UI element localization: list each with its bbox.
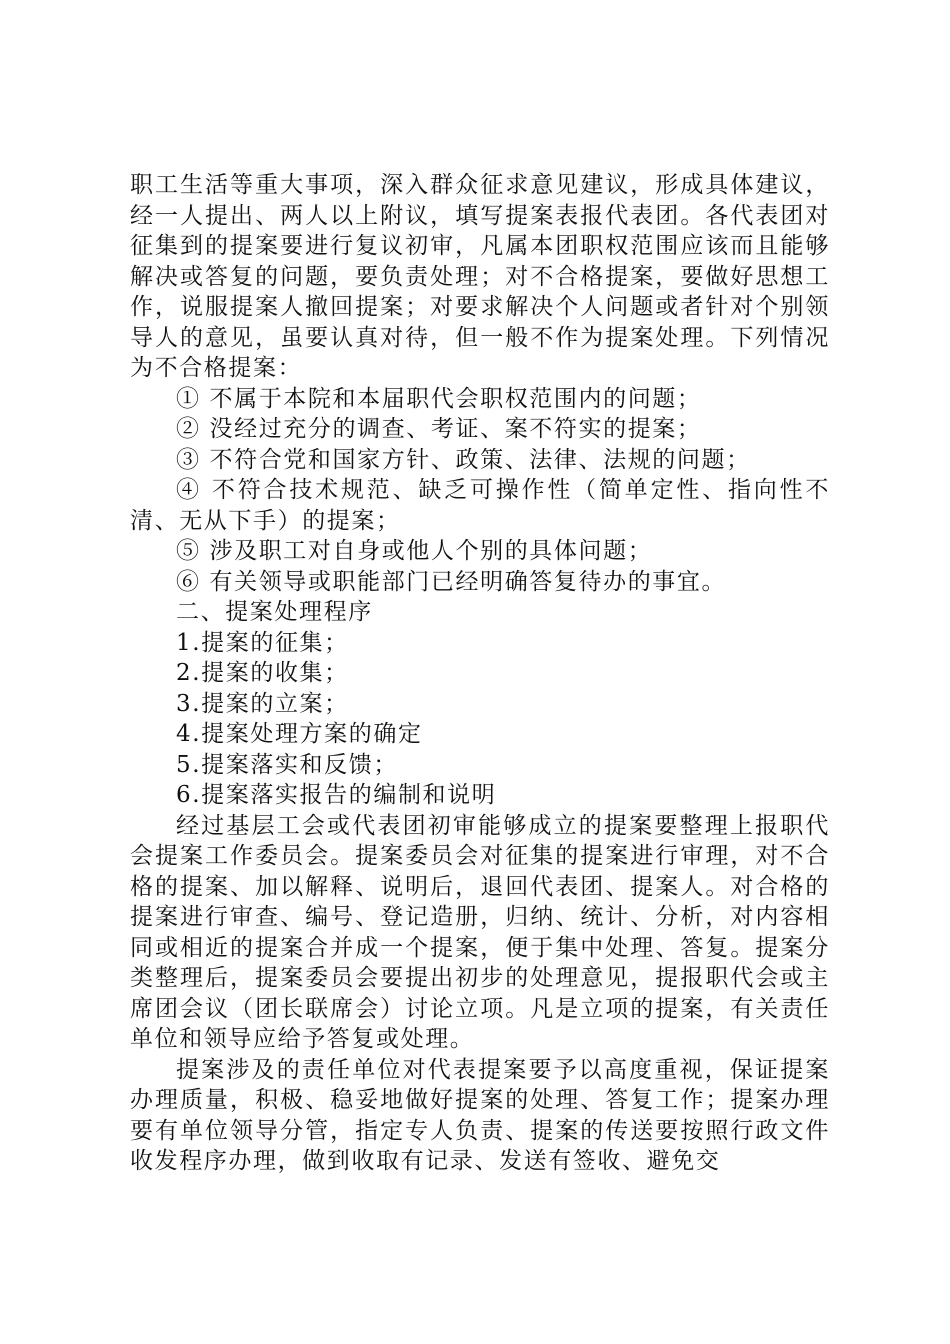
procedure-step-1: 1.提案的征集；: [176, 629, 349, 656]
paragraph-intro: 职工生活等重大事项，深入群众征求意见建议，形成具体建议，经一人提出、两人以上附议，填写提案表报代表团。各代表团对征集到的提案要进行复议初审，凡属本团职权范围应该而且能够解决或答复的问题，要负责处理；对不合格提案，要做好思想工作，说服提案人撤回提案；对要求解决个人问题或者针对个别领导人的意见，虽要认真对待，但一般不作为提案处理。下列情况为不合格提案：: [130, 172, 830, 381]
procedure-step-2: 2.提案的收集；: [176, 660, 349, 686]
section-heading-procedure: 二、提案处理程序: [176, 599, 373, 625]
procedure-step-3: 3.提案的立案；: [176, 690, 349, 717]
list-item-unqualified-4: ④ 不符合技术规范、缺乏可操作性（简单定性、指向性不清、无从下手）的提案；: [130, 477, 830, 534]
procedure-step-6: 6.提案落实报告的编制和说明: [176, 782, 497, 808]
paragraph-review: 经过基层工会或代表团初审能够成立的提案要整理上报职代会提案工作委员会。提案委员会对征集的提案进行审理，对不合格的提案、加以解释、说明后，退回代表团、提案人。对合格的提案进行审查、编号、登记造册，归纳、统计、分析，对内容相同或相近的提案合并成一个提案，便于集中处理、答复。提案分类整理后，提案委员会要提出初步的处理意见，提报职代会或主席团会议（团长联席会）讨论立项。凡是立项的提案，有关责任单位和领导应给予答复或处理。: [130, 812, 830, 1052]
list-item-unqualified-2: ② 没经过充分的调查、考证、案不符实的提案；: [176, 416, 702, 442]
list-item-unqualified-1: ① 不属于本院和本届职代会职权范围内的问题；: [176, 385, 702, 412]
procedure-step-5: 5.提案落实和反馈；: [176, 751, 398, 778]
paragraph-handling: 提案涉及的责任单位对代表提案要予以高度重视，保证提案办理质量，积极、稳妥地做好提案的处理、答复工作；提案办理要有单位领导分管，指定专人负责、提案的传送要按照行政文件收发程序办理，做到收取有记录、发送有签收、避免交: [130, 1056, 830, 1174]
list-item-unqualified-6: ⑥ 有关领导或职能部门已经明确答复待办的事宜。: [176, 568, 727, 595]
list-item-unqualified-3: ③ 不符合党和国家方针、政策、法律、法规的问题；: [176, 446, 751, 473]
list-item-unqualified-5: ⑤ 涉及职工对自身或他人个别的具体问题；: [176, 538, 653, 564]
procedure-step-4: 4.提案处理方案的确定: [176, 721, 423, 747]
document-body: [130, 170, 830, 1177]
